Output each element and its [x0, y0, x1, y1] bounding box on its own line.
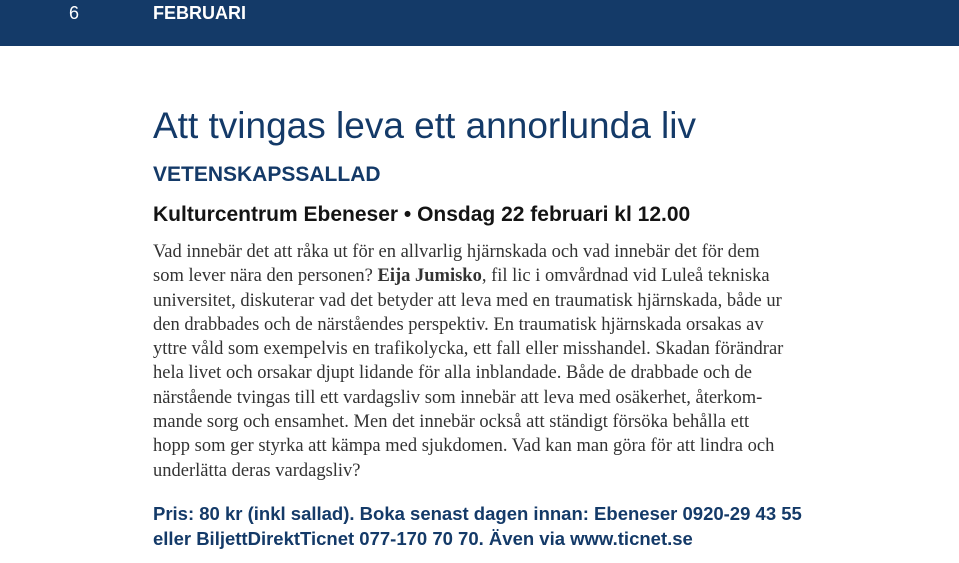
body-line: universitet, diskuterar vad det betyder att leva med en traumatisk hjärnskada, både ur — [153, 290, 782, 311]
booking-info — [153, 501, 853, 551]
event-details: Kulturcentrum Ebeneser • Onsdag 22 februari kl 12.00 — [153, 203, 691, 226]
body-line: hela livet och orsakar djupt lidande för alla inblandade. Både de drabbade och de — [153, 363, 752, 384]
body-line: yttre våld som exempelvis en trafikolycka, ett fall eller misshandel. Skadan förändrar — [153, 339, 784, 360]
body-line: mande sorg och ensamhet. Men det innebär också att ständigt försöka behålla ett — [153, 412, 750, 433]
booking-info-line: eller BiljettDirektTicnet 077-170 70 70. Även via www.ticnet.se — [153, 527, 693, 549]
article-kicker: VETENSKAPSSALLAD — [153, 163, 381, 186]
speaker-name: Eija Jumisko — [377, 266, 482, 287]
article — [153, 104, 853, 551]
page-number: 6 — [69, 3, 80, 23]
body-text-segment: som lever nära den personen? — [153, 266, 378, 287]
body-line: närstående tvingas till ett vardagsliv som innebär att leva med osäkerhet, återkom- — [153, 387, 763, 408]
body-text-segment: , fil lic i omvårdnad vid Luleå tekniska — [481, 266, 770, 287]
article-title: Att tvingas leva ett annorlunda liv — [153, 105, 696, 146]
booking-info-line: Pris: 80 kr (inkl sallad). Boka senast dagen innan: Ebeneser 0920-29 43 55 — [153, 502, 802, 524]
article-body — [153, 240, 843, 483]
body-line: Vad innebär det att råka ut för en allvarlig hjärnskada och vad innebär det för dem — [153, 242, 760, 262]
body-line — [153, 264, 843, 288]
body-line: den drabbades och de närståendes perspektiv. En traumatisk hjärnskada orsakas av — [153, 314, 764, 335]
body-line: underlätta deras vardagsliv? — [153, 460, 361, 481]
header-bar — [0, 0, 959, 46]
section-label: FEBRUARI — [153, 3, 246, 23]
body-line: hopp som ger styrka att kämpa med sjukdomen. Vad kan man göra för att lindra och — [153, 436, 775, 457]
